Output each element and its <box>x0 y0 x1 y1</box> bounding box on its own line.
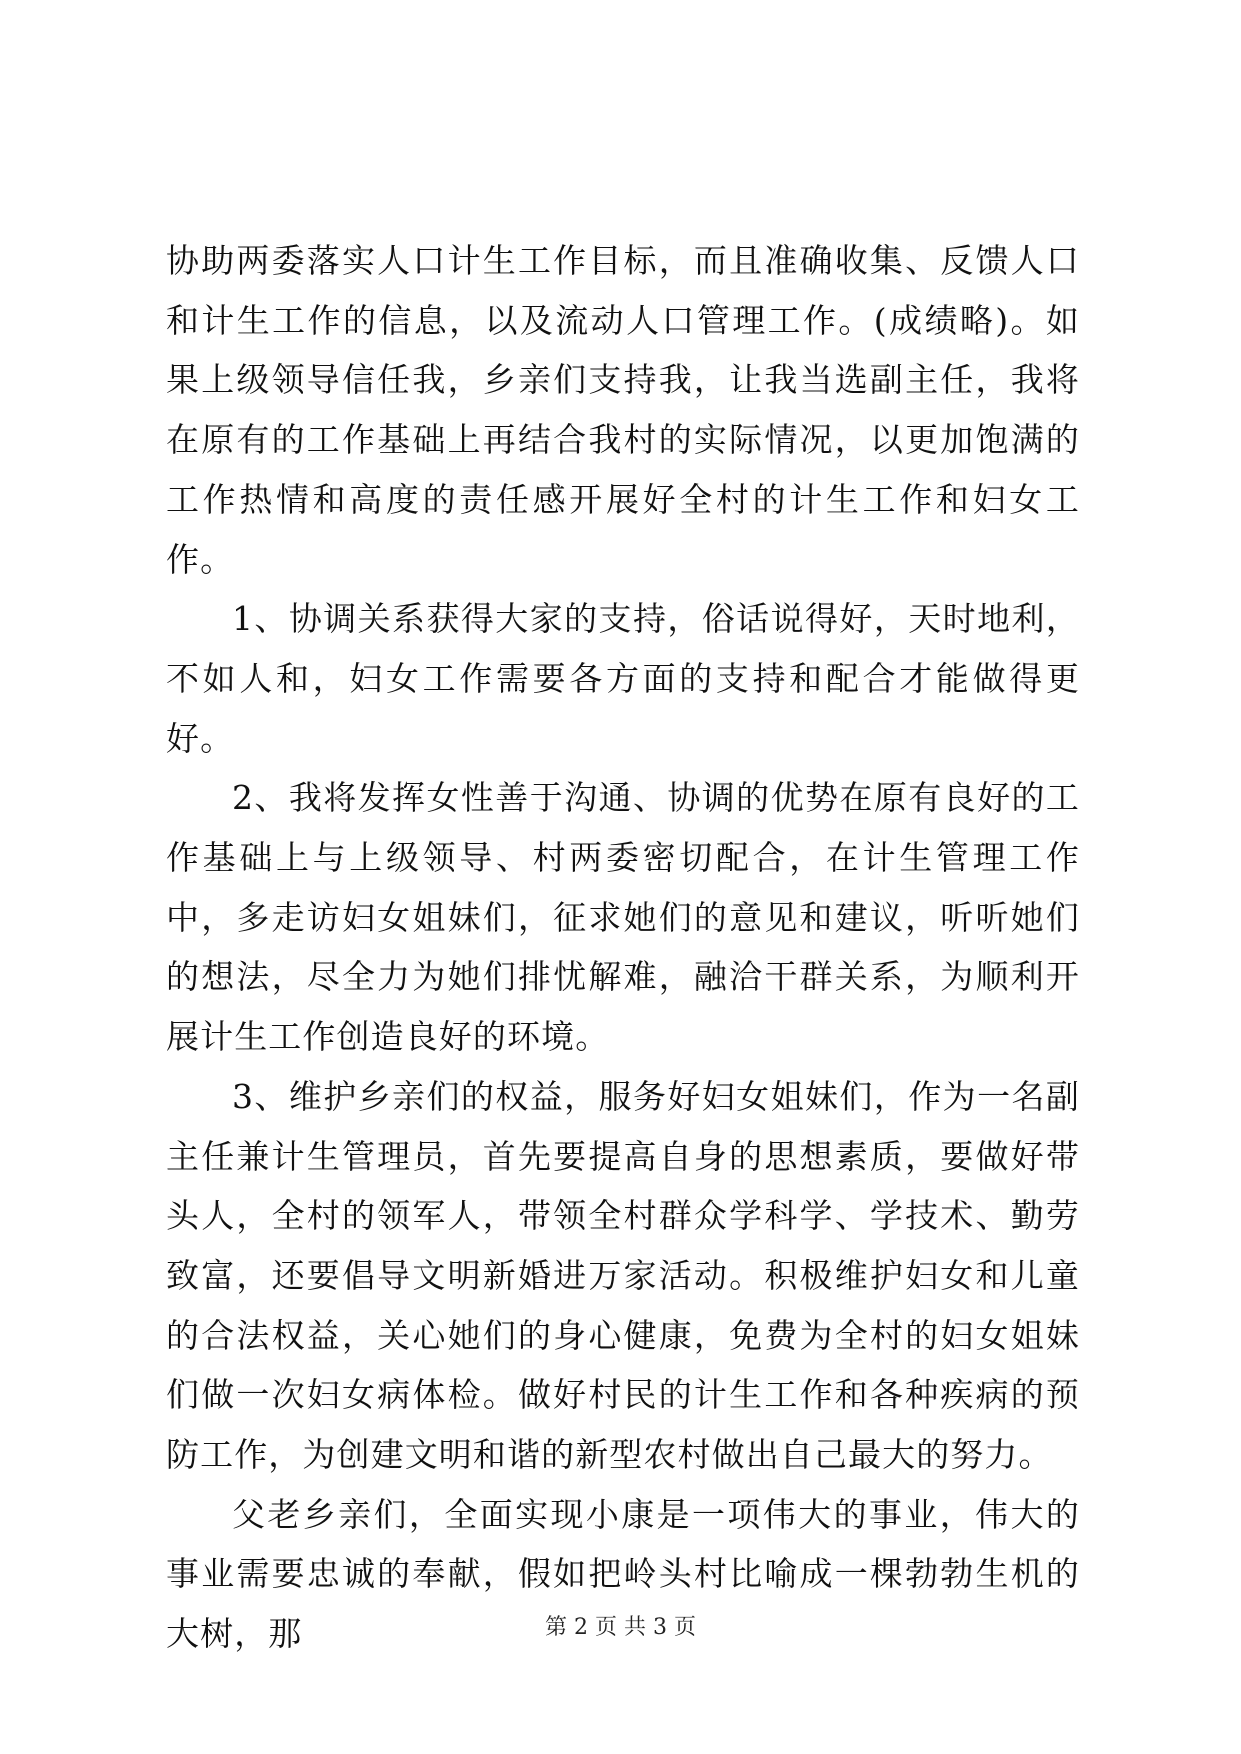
page-number-label: 第 2 页 共 3 页 <box>545 1615 696 1640</box>
document-body <box>166 231 1080 1664</box>
paragraph-continuation: 协助两委落实人口计生工作目标，而且准确收集、反馈人口和计生工作的信息，以及流动人口管理工作。(成绩略)。如果上级领导信任我，乡亲们支持我，让我当选副主任，我将在原有的工作基础上再结合我村的实际情况，以更加饱满的工作热情和高度的责任感开展好全村的计生工作和妇女工作。 <box>166 241 1080 579</box>
paragraph-item-2: 2、我将发挥女性善于沟通、协调的优势在原有良好的工作基础上与上级领导、村两委密切配合，在计生管理工作中，多走访妇女姐妹们，征求她们的意见和建议，听听她们的想法，尽全力为她们排忧解难，融洽干群关系，为顺利开展计生工作创造良好的环境。 <box>166 778 1080 1057</box>
page-footer <box>0 1610 1241 1641</box>
paragraph-item-1: 1、协调关系获得大家的支持，俗话说得好，天时地利，不如人和，妇女工作需要各方面的支持和配合才能做得更好。 <box>166 599 1080 758</box>
paragraph-item-3: 3、维护乡亲们的权益，服务好妇女姐妹们，作为一名副主任兼计生管理员，首先要提高自身的思想素质，要做好带头人，全村的领军人，带领全村群众学科学、学技术、勤劳致富，还要倡导文明新婚进万家活动。积极维护妇女和儿童的合法权益，关心她们的身心健康，免费为全村的妇女姐妹们做一次妇女病体检。做好村民的计生工作和各种疾病的预防工作，为创建文明和谐的新型农村做出自己最大的努力。 <box>166 1076 1080 1475</box>
paragraph-closing: 父老乡亲们，全面实现小康是一项伟大的事业，伟大的事业需要忠诚的奉献，假如把岭头村比喻成一棵勃勃生机的大树，那 <box>166 1494 1080 1654</box>
